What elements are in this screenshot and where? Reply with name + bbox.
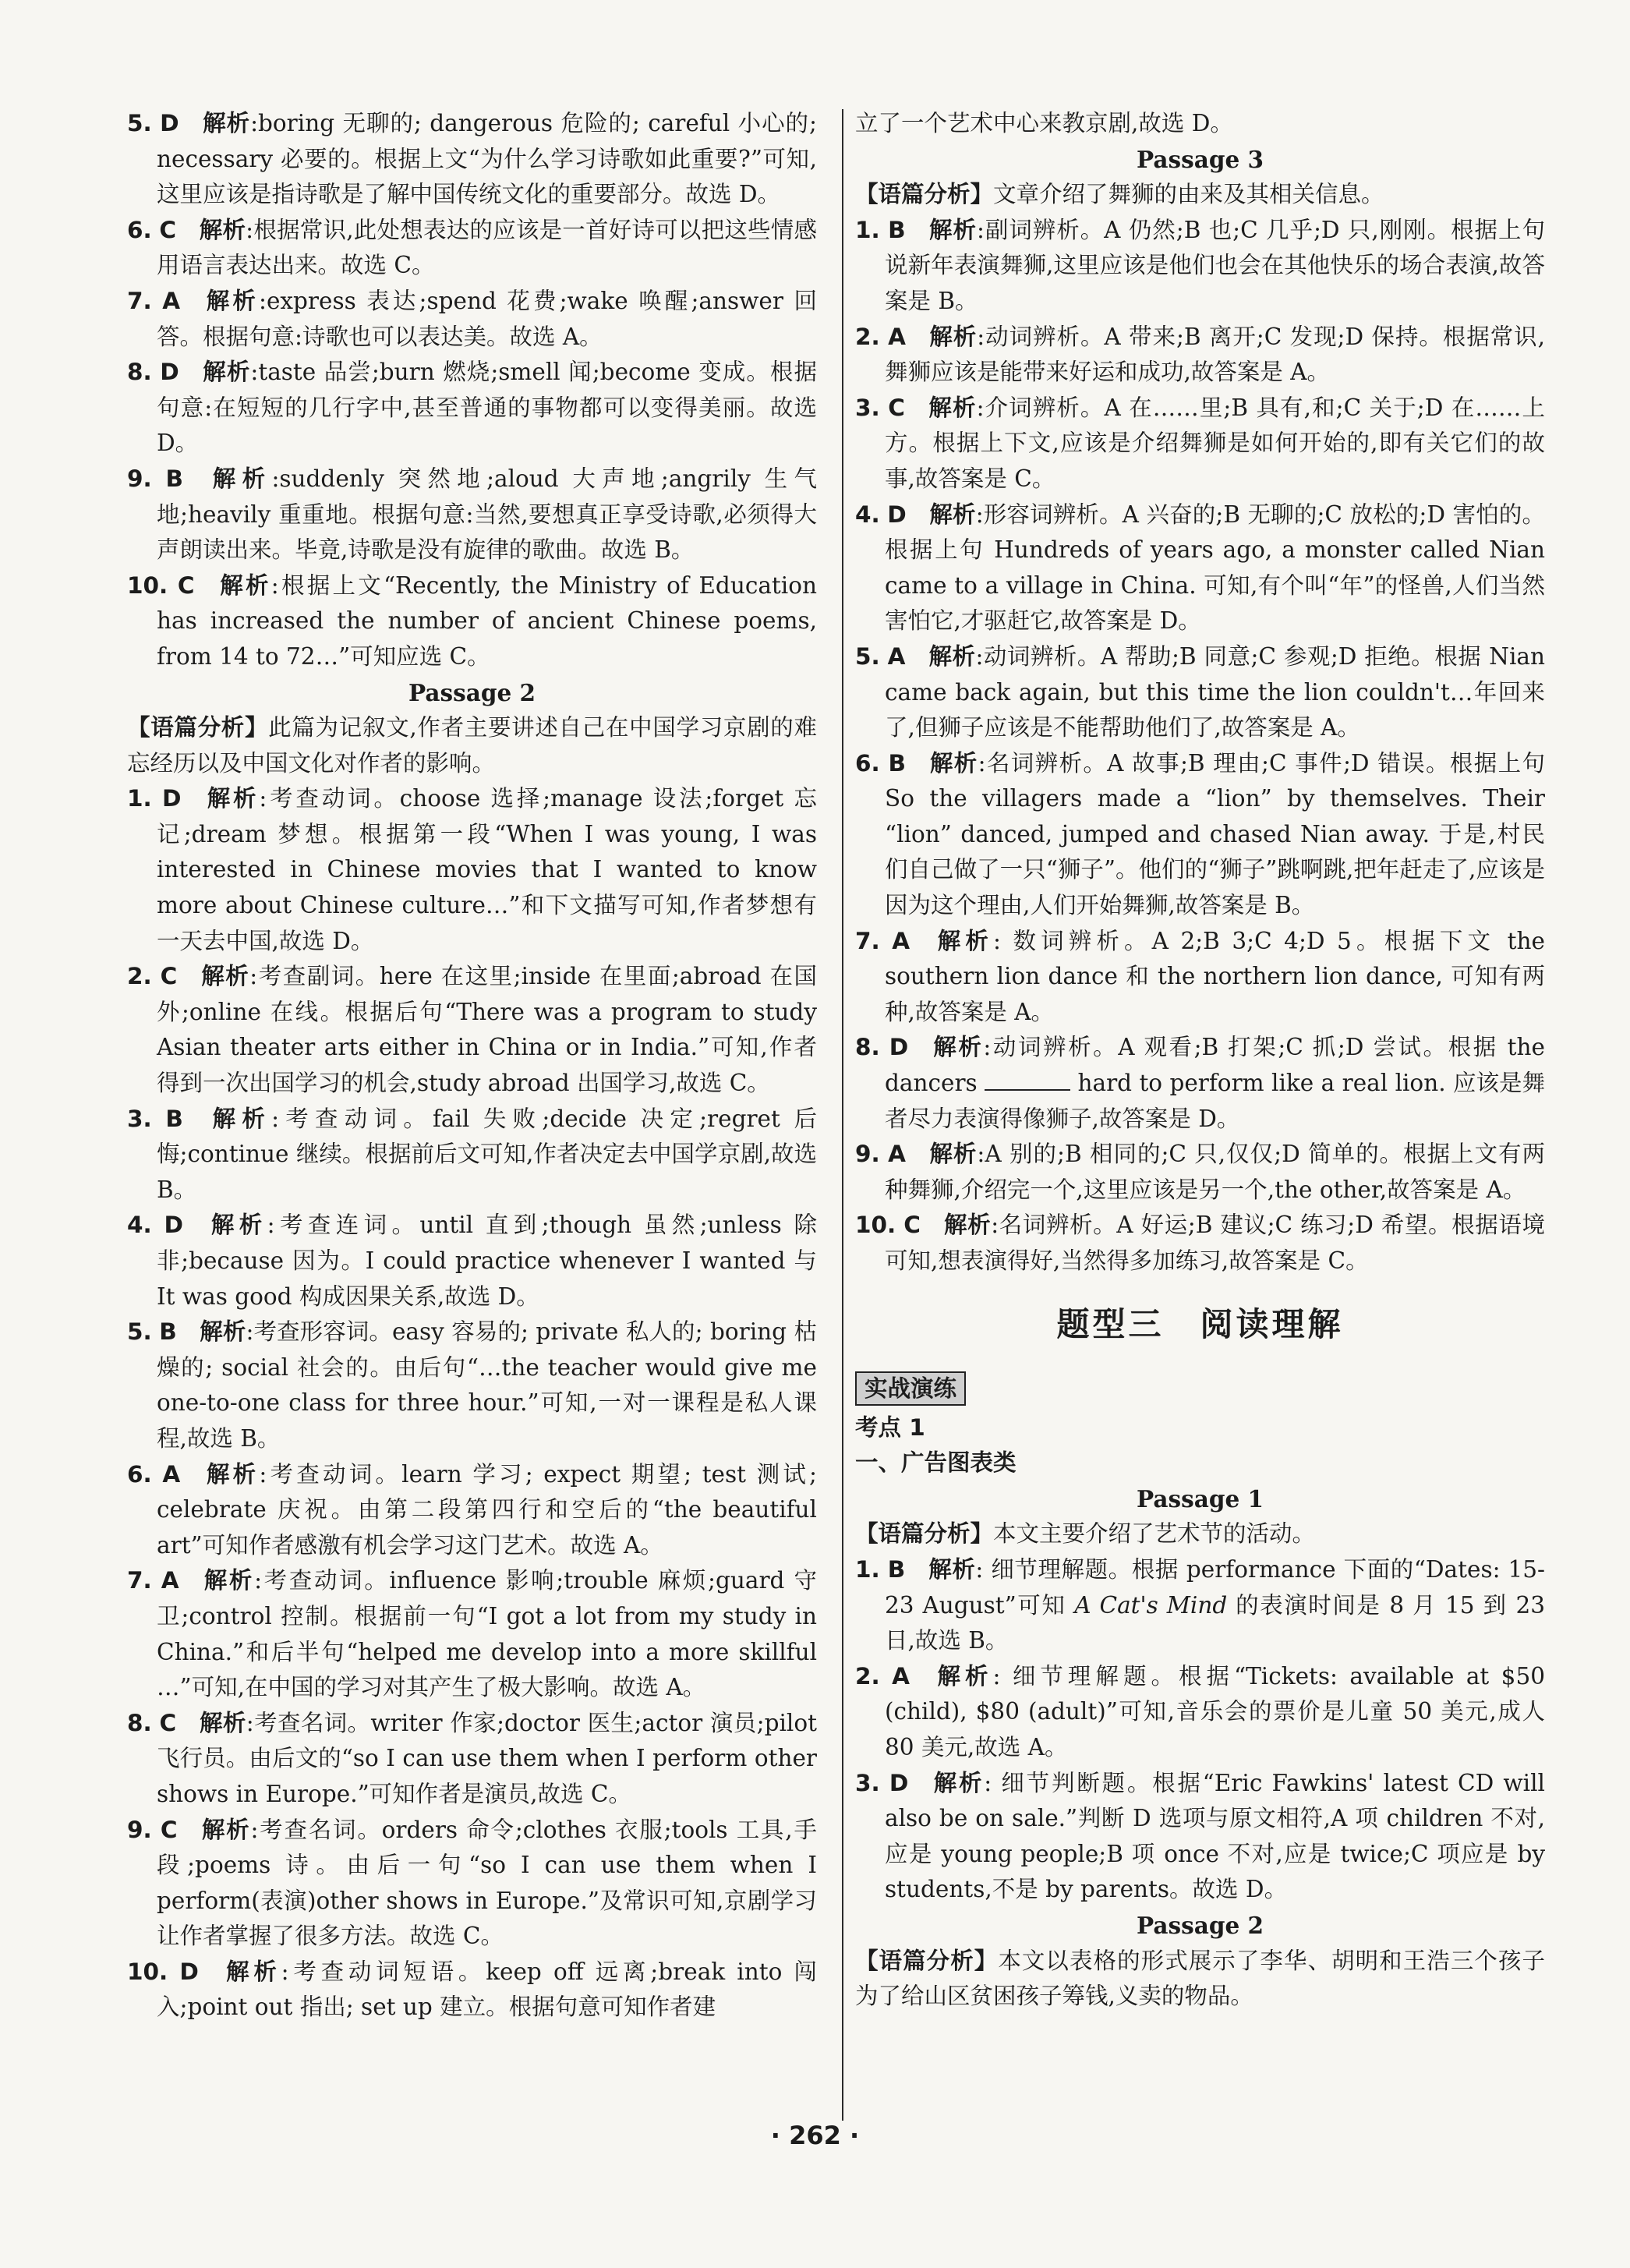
- right-column: [855, 106, 1545, 2015]
- explanation-label: 解析: [199, 1709, 246, 1736]
- answer-letter: C: [903, 1212, 921, 1239]
- explanation-text: :形容词辨析。A 兴奋的;B 无聊的;C 放松的;D 害怕的。根据上句 Hundreds of years ago, a monster called Nian came to a village in China. 可知,有个叫“年”的怪兽,人们当然害怕它,才驱赶它,故答案是 D。: [885, 501, 1545, 635]
- explanation-text: :动词辨析。A 帮助;B 同意;C 参观;D 拒绝。根据 Nian came back again, but this time the lion couldn't…年回来了,但狮子应该是不能帮助他们了,故答案是 A。: [885, 642, 1545, 741]
- question-number: 9.: [855, 1141, 880, 1168]
- passage-title: Passage 2: [1136, 1911, 1264, 1939]
- passage-analysis: [855, 1944, 1545, 2015]
- question-number: 5.: [127, 110, 152, 136]
- explanation-text: :根据上文“Recently, the Ministry of Education has increased the number of ancient Chinese poems, from 14 to 72…”可知应选 C。: [157, 571, 817, 670]
- question-number: 2.: [855, 1662, 880, 1690]
- answer-item: [855, 213, 1545, 320]
- explanation-text: hard to perform like a real lion. 应该是舞者尽力表演得像狮子,故答案是 D。: [885, 1070, 1545, 1132]
- question-number: 2.: [855, 323, 880, 350]
- answer-letter: A: [892, 1662, 910, 1690]
- answer-item: [855, 639, 1545, 746]
- question-number: 10.: [855, 1212, 896, 1239]
- analysis-text: 本文主要介绍了艺术节的活动。: [993, 1520, 1316, 1548]
- answer-letter: B: [887, 1555, 906, 1583]
- explanation-label: 解析: [928, 642, 976, 670]
- answer-letter: C: [160, 1816, 178, 1843]
- explanation-label: 解析: [202, 110, 251, 136]
- question-number: 2.: [127, 963, 152, 990]
- explanation-label: 解析: [931, 1769, 985, 1796]
- explanation-label: 解析: [217, 571, 271, 599]
- answer-letter: A: [892, 927, 910, 954]
- explanation-label: 解析: [200, 1816, 251, 1843]
- answer-letter: D: [889, 1034, 909, 1061]
- subheading: 一、广告图表类: [855, 1449, 1017, 1477]
- answer-item: [855, 1766, 1545, 1908]
- answer-letter: A: [162, 287, 181, 314]
- question-number: 3.: [127, 1105, 152, 1132]
- subheading: 考点 1: [855, 1414, 925, 1441]
- question-number: 4.: [855, 501, 880, 528]
- question-number: 6.: [127, 1460, 152, 1488]
- answer-item: [855, 924, 1545, 1031]
- explanation-text: : 数词辨析。A 2;B 3;C 4;D 5。根据下文 the southern lion dance 和 the northern lion dance, 可知有两种,故答案是 A。: [885, 927, 1545, 1025]
- explanation-text: :名词辨析。A 故事;B 理由;C 事件;D 错误。根据上句 So the villagers made a “lion” by themselves. Their “lion” danced, jumped and chased Nian away. 于是,村民们自己做了一只“狮子”。他们的“狮子”跳啊跳,把年赶走了,应该是因为这个理由,人们开始舞狮,故答案是 B。: [885, 749, 1546, 919]
- answer-letter: B: [165, 1105, 183, 1132]
- answer-item: [855, 320, 1545, 391]
- question-number: 9.: [127, 1816, 152, 1843]
- explanation-label: 解析: [928, 394, 977, 421]
- analysis-text: 本文以表格的形式展示了李华、胡明和王浩三个孩子为了给山区贫困孩子筹钱,义卖的物品。: [855, 1947, 1545, 2010]
- answer-item: [855, 1552, 1545, 1659]
- explanation-text: : 细节理解题。根据“Tickets: available at $50 (child), $80 (adult)”可知,音乐会的票价是儿童 50 美元,成人 80 美元,故选 A。: [885, 1662, 1545, 1760]
- answer-letter: B: [165, 465, 183, 492]
- answer-item: [855, 1030, 1545, 1137]
- explanation-text: : 细节理解题。根据 performance 下面的“Dates: 15-23 August”可知: [885, 1555, 1545, 1619]
- explanation-text: 的表演时间是 8 月 15 到 23 日,故选 B。: [885, 1591, 1545, 1654]
- answer-item: [127, 1563, 817, 1705]
- answer-item: [855, 391, 1545, 497]
- question-number: 3.: [855, 1769, 880, 1796]
- explanation-label: 解析: [203, 287, 259, 314]
- explanation-label: 解析: [928, 216, 977, 243]
- answer-letter: A: [161, 1567, 179, 1594]
- question-number: 1.: [855, 216, 880, 243]
- answer-item: [127, 106, 817, 213]
- question-number: 1.: [855, 1555, 880, 1583]
- question-number: 6.: [855, 749, 880, 777]
- explanation-label: 解析: [203, 785, 260, 812]
- analysis-tag: 【语篇分析】: [855, 181, 994, 208]
- question-number: 7.: [127, 287, 152, 314]
- answer-item: [127, 1208, 817, 1314]
- explanation-text: :boring 无聊的; dangerous 危险的; careful 小心的; necessary 必要的。根据上文“为什么学习诗歌如此重要?”可知,这里应该是指诗歌是了解中国传统文化的重要部分。故选 D。: [157, 110, 817, 208]
- answer-item: [855, 1208, 1545, 1279]
- explanation-text: :考查名词。writer 作家;doctor 医生;actor 演员;pilot 飞行员。由后文的“so I can use them when I perform other shows in Europe.”可知作者是演员,故选 C。: [157, 1709, 817, 1807]
- answer-letter: C: [160, 963, 178, 990]
- explanation-text: :express 表达;spend 花费;wake 唤醒;answer 回答。根据句意:诗歌也可以表达美。故选 A。: [157, 287, 817, 350]
- answer-letter: D: [887, 501, 907, 528]
- passage-analysis: [855, 177, 1545, 213]
- question-number: 7.: [127, 1567, 152, 1594]
- title-italic: A Cat's Mind: [1074, 1591, 1228, 1619]
- question-number: 9.: [127, 465, 152, 492]
- answer-letter: C: [159, 1709, 177, 1736]
- question-number: 4.: [127, 1212, 152, 1239]
- explanation-text: :考查动词。influence 影响;trouble 麻烦;guard 守卫;control 控制。根据前一句“I got a lot from my study in China.”和后半句“helped me develop into a more skillful …”可知,在中国的学习对其产生了极大影响。故选 A。: [157, 1567, 817, 1701]
- answer-item: [127, 213, 817, 284]
- explanation-label: 解析: [203, 1460, 260, 1488]
- explanation-label: 解析: [206, 1105, 272, 1132]
- explanation-label: 解析: [200, 963, 250, 990]
- passage-analysis: [127, 710, 817, 781]
- question-number: 5.: [127, 1318, 152, 1346]
- explanation-label: 解析: [928, 1555, 976, 1583]
- answer-letter: B: [159, 1318, 177, 1346]
- answer-letter: D: [160, 110, 179, 136]
- page-number: · 262 ·: [770, 2121, 860, 2150]
- answer-letter: D: [889, 1769, 909, 1796]
- explanation-text: :考查形容词。easy 容易的; private 私人的; boring 枯燥的; social 社会的。由后句“…the teacher would give me one-to-one class for three hour.”可知,一对一课程是私人课程,故选 B。: [157, 1318, 817, 1452]
- question-number: 3.: [855, 394, 880, 421]
- explanation-text: :考查动词。choose 选择;manage 设法;forget 忘记;dream 梦想。根据第一段“When I was young, I was interested in Chinese movies that I wanted to know more about Chinese culture…”和下文描写可知,作者梦想有一天去中国,故选 D。: [157, 785, 817, 954]
- left-column: [127, 106, 817, 2026]
- explanation-text: :考查动词。learn 学习; expect 期望; test 测试; celebrate 庆祝。由第二段第四行和空后的“the beautiful art”可知作者感激有机会学习这门艺术。故选 A。: [157, 1460, 817, 1559]
- explanation-text: :taste 品尝;burn 燃烧;smell 闻;become 变成。根据句意:在短短的几行字中,甚至普通的事物都可以变得美丽。故选 D。: [157, 359, 817, 457]
- question-number: 5.: [855, 642, 880, 670]
- answer-item: [127, 1955, 817, 2026]
- answer-letter: A: [887, 642, 906, 670]
- explanation-label: 解析: [206, 1212, 267, 1239]
- blank-line: [985, 1070, 1070, 1091]
- explanation-text: :suddenly 突然地;aloud 大声地;angrily 生气地;heavily 重重地。根据句意:当然,要想真正享受诗歌,必须得大声朗读出来。毕竟,诗歌是没有旋律的歌曲。故选 B。: [157, 465, 817, 564]
- explanation-text: :考查名词。orders 命令;clothes 衣服;tools 工具,手段;poems 诗。由后一句“so I can use them when I perform(表演)other shows in Europe.”及常识可知,京剧学习让作者掌握了很多方法。故选 C。: [157, 1816, 817, 1950]
- answer-item: [127, 781, 817, 959]
- answer-letter: B: [888, 216, 906, 243]
- question-number: 8.: [127, 359, 152, 386]
- explanation-text: :根据常识,此处想表达的应该是一首好诗可以把这些情感用语言表达出来。故选 C。: [157, 216, 817, 279]
- analysis-text: 此篇为记叙文,作者主要讲述自己在中国学习京剧的难忘经历以及中国文化对作者的影响。: [127, 714, 817, 777]
- answer-item: [127, 959, 817, 1101]
- answer-letter: D: [164, 1212, 183, 1239]
- answer-item: [127, 462, 817, 568]
- explanation-text: :A 别的;B 相同的;C 只,仅仅;D 简单的。根据上文有两种舞狮,介绍完一个,这里应该是另一个,the other,故答案是 A。: [885, 1141, 1545, 1203]
- answer-item: [127, 284, 817, 355]
- explanation-label: 解析: [200, 1318, 246, 1346]
- explanation-label: 解析: [928, 1141, 978, 1168]
- answer-item: [855, 1137, 1545, 1208]
- explanation-label: 解析: [931, 1034, 984, 1061]
- explanation-label: 解析: [932, 927, 994, 954]
- question-number: 1.: [127, 785, 152, 812]
- passage-analysis: [855, 1516, 1545, 1552]
- answer-item: [127, 355, 817, 462]
- answer-letter: C: [177, 571, 195, 599]
- answer-item: [127, 1102, 817, 1208]
- explanation-label: 解析: [206, 465, 272, 492]
- answer-letter: A: [888, 323, 906, 350]
- explanation-label: 解析: [199, 216, 246, 243]
- answer-item: [127, 1813, 817, 1955]
- explanation-text: :副词辨析。A 仍然;B 也;C 几乎;D 只,刚刚。根据上句说新年表演舞狮,这里应该是他们也会在其他快乐的场合表演,故答案是 B。: [885, 216, 1545, 314]
- explanation-label: 解析: [202, 359, 251, 386]
- answer-letter: A: [888, 1141, 906, 1168]
- answer-letter: C: [159, 216, 176, 243]
- passage-title: Passage 2: [408, 678, 536, 706]
- explanation-label: 解析: [932, 1662, 993, 1690]
- explanation-text: :动词辨析。A 带来;B 离开;C 发现;D 保持。根据常识,舞狮应该是能带来好运和成功,故答案是 A。: [885, 323, 1545, 386]
- paragraph: 立了一个艺术中心来教京剧,故选 D。: [855, 110, 1233, 136]
- passage-title: Passage 3: [1136, 145, 1264, 173]
- explanation-text: :考查副词。here 在这里;inside 在里面;abroad 在国外;online 在线。根据后句“There was a program to study Asian theater arts either in China or in India.”可知,作者得到一次出国学习的机会,study abroad 出国学习,故选 C。: [157, 963, 817, 1097]
- question-number: 10.: [127, 1958, 168, 1985]
- answer-item: [127, 1314, 817, 1456]
- explanation-label: 解析: [929, 501, 976, 528]
- question-number: 8.: [855, 1034, 880, 1061]
- answer-letter: D: [160, 359, 179, 386]
- explanation-text: :动词辨析。A 观看;B 打架;C 抓;D 尝试。根据 the dancers: [885, 1034, 1545, 1097]
- answer-letter: D: [161, 785, 182, 812]
- answer-item: [127, 1457, 817, 1564]
- explanation-label: 解析: [202, 1567, 255, 1594]
- column-divider: [842, 109, 843, 2121]
- answer-letter: C: [888, 394, 905, 421]
- question-number: 6.: [127, 216, 152, 243]
- passage-title: Passage 1: [1136, 1484, 1264, 1513]
- explanation-text: : 细节判断题。根据“Eric Fawkins' latest CD will also be on sale.”判断 D 选项与原文相符,A 项 children 不对,应是 young people;B 项 once 不对,应是 twice;C 项应是 by students,不是 by parents。故选 D。: [885, 1769, 1545, 1903]
- analysis-tag: 【语篇分析】: [855, 1947, 999, 1974]
- question-number: 7.: [855, 927, 880, 954]
- practice-badge-wrap: [855, 1368, 1545, 1410]
- explanation-label: 解析: [221, 1958, 281, 1985]
- section-title: 题型三 阅读理解: [1056, 1304, 1344, 1343]
- analysis-tag: 【语篇分析】: [855, 1520, 994, 1548]
- answer-letter: D: [179, 1958, 199, 1985]
- practice-badge: 实战演练: [855, 1371, 966, 1406]
- answer-item: [127, 1706, 817, 1813]
- explanation-label: 解析: [943, 1212, 992, 1239]
- answer-item: [127, 568, 817, 675]
- explanation-text: :考查动词。fail 失败;decide 决定;regret 后悔;continue 继续。根据前后文可知,作者决定去中国学京剧,故选 B。: [157, 1105, 817, 1203]
- explanation-label: 解析: [928, 749, 978, 777]
- explanation-label: 解析: [928, 323, 978, 350]
- question-number: 8.: [127, 1709, 152, 1736]
- answer-item: [855, 497, 1545, 639]
- answer-item: [855, 746, 1545, 924]
- analysis-text: 文章介绍了舞狮的由来及其相关信息。: [993, 181, 1384, 208]
- answer-letter: B: [888, 749, 906, 777]
- question-number: 10.: [127, 571, 168, 599]
- answer-letter: A: [162, 1460, 181, 1488]
- explanation-text: :介词辨析。A 在……里;B 具有,和;C 关于;D 在……上方。根据上下文,应该是介绍舞狮是如何开始的,即有关它们的故事,故答案是 C。: [885, 394, 1545, 492]
- explanation-text: :考查动词短语。keep off 远离;break into 闯入;point out 指出; set up 建立。根据句意可知作者建: [157, 1958, 817, 2021]
- explanation-text: :名词辨析。A 好运;B 建议;C 练习;D 希望。根据语境可知,想表演得好,当然得多加练习,故答案是 C。: [885, 1212, 1545, 1274]
- explanation-text: :考查连词。until 直到;though 虽然;unless 除非;because 因为。I could practice whenever I wanted 与 It was good 构成因果关系,故选 D。: [157, 1212, 817, 1310]
- analysis-tag: 【语篇分析】: [127, 714, 269, 741]
- answer-item: [855, 1659, 1545, 1766]
